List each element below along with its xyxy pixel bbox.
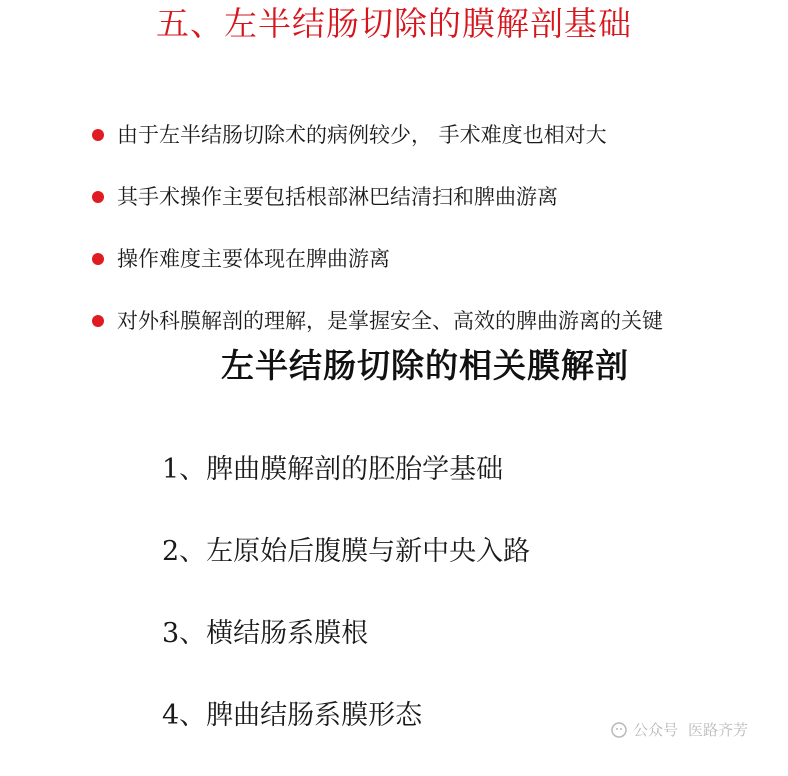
bullet-text: 其手术操作主要包括根部淋巴结清扫和脾曲游离 bbox=[117, 185, 558, 209]
topic-item: 4、脾曲结肠系膜形态 bbox=[162, 700, 423, 731]
topic-item: 1、脾曲膜解剖的胚胎学基础 bbox=[162, 454, 504, 485]
section-heading: 左半结肠切除的相关膜解剖 bbox=[221, 346, 629, 385]
red-dot-icon bbox=[92, 315, 104, 327]
bullet-list bbox=[92, 118, 772, 366]
topic-item: 3、横结肠系膜根 bbox=[162, 618, 369, 649]
watermark bbox=[611, 721, 748, 739]
bullet-item bbox=[92, 242, 772, 304]
red-dot-icon bbox=[92, 129, 104, 141]
red-dot-icon bbox=[92, 191, 104, 203]
topic-item: 2、左原始后腹膜与新中央入路 bbox=[162, 536, 531, 567]
red-dot-icon bbox=[92, 253, 104, 265]
bullet-text: 对外科膜解剖的理解，是掌握安全、高效的脾曲游离的关键 bbox=[117, 309, 663, 333]
page-title: 五、左半结肠切除的膜解剖基础 bbox=[156, 4, 632, 43]
bullet-item bbox=[92, 180, 772, 242]
watermark-account: 医路齐芳 bbox=[687, 721, 748, 739]
watermark-label: 公众号 bbox=[632, 721, 678, 739]
topic-list bbox=[162, 448, 530, 776]
bullet-text: 由于左半结肠切除术的病例较少， 手术难度也相对大 bbox=[117, 123, 607, 147]
bullet-item bbox=[92, 118, 772, 180]
bullet-text: 操作难度主要体现在脾曲游离 bbox=[117, 247, 390, 271]
wechat-icon bbox=[611, 722, 627, 738]
